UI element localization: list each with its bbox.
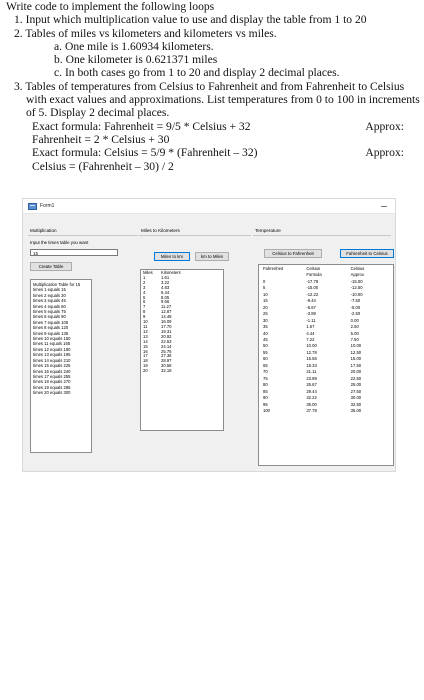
list-item: times 14 equals 210 — [33, 357, 71, 363]
celsius-formula-value: 7.22 — [306, 336, 315, 342]
temperature-group-label: Temperature — [255, 228, 281, 233]
list-item: Multiplication Table for 15 — [33, 282, 81, 287]
multiplication-group-border — [28, 235, 138, 236]
fahrenheit-value: 60 — [263, 356, 268, 362]
fahrenheit-exact-formula: Exact formula: Fahrenheit = 9/5 * Celsius + 32 — [32, 119, 251, 133]
miles-value: 4 — [143, 289, 146, 295]
miles-value: 13 — [143, 333, 148, 339]
fahrenheit-value: 95 — [263, 401, 268, 407]
celsius-approx-value: -7.50 — [350, 298, 361, 304]
celsius-formula-value: -1.11 — [306, 317, 316, 323]
multiplication-prompt: Input the times table you want — [30, 240, 89, 245]
formula-row-1 — [6, 120, 420, 133]
km-value: 16.09 — [161, 319, 172, 325]
celsius-formula-value: -17.78 — [306, 278, 319, 284]
miles-value: 16 — [143, 348, 148, 354]
fahrenheit-value: 65 — [263, 362, 268, 368]
assignment-title: Write code to implement the following loops — [6, 0, 215, 13]
miles-value: 7 — [143, 304, 146, 310]
celsius-approx-column — [349, 266, 393, 414]
celsius-formula-value: 37.78 — [306, 407, 317, 413]
km-value: 20.92 — [161, 333, 172, 339]
fahrenheit-value: 90 — [263, 395, 268, 401]
create-table-button[interactable]: Create Table — [30, 262, 72, 271]
miles-column — [141, 271, 161, 374]
fahrenheit-value: 100 — [263, 407, 270, 413]
form-icon — [28, 203, 37, 210]
list-item: times 13 equals 195 — [33, 352, 71, 358]
assignment-item-3: 3. Tables of temperatures from Celsius to Fahrenheit and from Fahrenheit to Celsius with exact values and approximations. List temperatures from 0 to 100 in increments of 5. Display 2 decimal places. — [14, 79, 420, 120]
km-value: 11.27 — [161, 304, 172, 310]
list-item: times 18 equals 270 — [33, 379, 71, 385]
assignment-item-2b: b. One kilometer is 0.621371 miles — [54, 53, 218, 67]
miles-value: 9 — [143, 314, 146, 320]
multiplication-group-label: Multiplication — [30, 228, 57, 233]
list-item: times 9 equals 135 — [33, 330, 69, 336]
list-item: times 7 equals 105 — [33, 319, 69, 325]
celsius-formula-value: 1.67 — [306, 324, 315, 330]
km-value: 1.61 — [161, 274, 170, 280]
km-value: 22.53 — [161, 338, 172, 344]
list-item: times 4 equals 60 — [33, 303, 66, 309]
celsius-approx-value: 5.00 — [350, 330, 359, 336]
list-item: times 15 equals 225 — [33, 363, 71, 369]
list-item: times 10 equals 150 — [33, 336, 71, 342]
celsius-formula-column — [306, 266, 348, 414]
fahrenheit-value: 30 — [263, 317, 268, 323]
fahrenheit-value: 45 — [263, 336, 268, 342]
miles-value: 6 — [143, 299, 146, 305]
miles-value: 18 — [143, 358, 148, 364]
km-value: 25.75 — [161, 348, 172, 354]
list-item: times 16 equals 240 — [33, 368, 71, 374]
assignment-item-2: 2. Tables of miles vs kilometers and kilometers vs miles. — [14, 26, 277, 40]
assignment-item-2c: c. In both cases go from 1 to 20 and display 2 decimal places. — [54, 66, 340, 80]
miles-value: 2 — [143, 279, 146, 285]
celsius-formula-value: -6.67 — [306, 304, 316, 310]
fahrenheit-value: 10 — [263, 291, 268, 297]
miles-value: 1 — [143, 274, 146, 280]
km-header: Kilometers — [161, 270, 181, 275]
assignment-text — [6, 0, 420, 173]
assignment-item-2a: a. One mile is 1.60934 kilometers. — [54, 39, 214, 53]
list-item: times 3 equals 45 — [33, 298, 66, 304]
distance-listbox[interactable] — [140, 269, 224, 431]
fahrenheit-value: 70 — [263, 369, 268, 375]
fahrenheit-value: 55 — [263, 349, 268, 355]
celsius-formula-value: -9.44 — [306, 298, 316, 304]
km-value: 4.83 — [161, 284, 170, 290]
miles-value: 15 — [143, 343, 148, 349]
approx-label-1: Approx: — [365, 119, 404, 133]
approx-label-2: Approx: — [365, 146, 404, 160]
fahrenheit-value: 20 — [263, 304, 268, 310]
multiplication-listbox[interactable] — [30, 279, 92, 453]
list-item: times 11 equals 165 — [33, 341, 71, 347]
celsius-formula-value: 18.33 — [306, 362, 317, 368]
fahrenheit-value: 15 — [263, 298, 268, 304]
celsius-formula-value: -15.00 — [306, 285, 319, 291]
list-item: times 19 equals 285 — [33, 384, 71, 390]
fahrenheit-value: 0 — [263, 278, 266, 284]
celsius-exact-formula: Exact formula: Celsius = 5/9 * (Fahrenheit – 32) — [32, 146, 258, 160]
celsius-approx-value: -2.50 — [350, 311, 361, 317]
celsius-formula-value: 32.22 — [306, 395, 317, 401]
celsius-formula-value: 10.00 — [306, 343, 317, 349]
celsius-approx-value: 35.00 — [350, 407, 362, 413]
km-value: 14.48 — [161, 314, 172, 320]
celsius-approx-header: Celsius — [350, 266, 365, 271]
list-item: times 20 equals 300 — [33, 390, 71, 396]
miles-value: 11 — [143, 323, 148, 329]
km-value: 8.05 — [161, 294, 170, 300]
celsius-approx-value: -12.50 — [350, 285, 363, 291]
miles-value: 5 — [143, 294, 146, 300]
fahrenheit-approx-formula: Fahrenheit = 2 * Celsius + 30 — [32, 132, 170, 146]
miles-value: 12 — [143, 328, 148, 334]
fahrenheit-header: Fahrenheit — [263, 266, 284, 271]
miles-value: 17 — [143, 353, 148, 359]
km-value: 19.31 — [161, 328, 172, 334]
celsius-approx-value: 22.50 — [350, 375, 362, 381]
list-item: times 8 equals 120 — [33, 325, 69, 331]
miles-value: 3 — [143, 284, 146, 290]
celsius-formula-header: Celsius — [306, 266, 321, 271]
miles-value: 19 — [143, 363, 148, 369]
km-column — [161, 271, 201, 374]
miles-header: Miles — [143, 270, 153, 275]
miles-value: 8 — [143, 309, 146, 315]
celsius-formula-value: 26.67 — [306, 382, 317, 388]
celsius-approx-value: 7.50 — [350, 336, 359, 342]
minimize-icon[interactable] — [381, 206, 387, 207]
km-value: 27.36 — [161, 353, 172, 359]
assignment-item-1: 1. Input which multiplication value to use and display the table from 1 to 20 — [14, 13, 367, 27]
celsius-to-fahrenheit-button[interactable]: Celsius to Fahrenheit — [264, 249, 322, 258]
celsius-formula-value: 15.56 — [306, 356, 317, 362]
celsius-approx-value: -15.00 — [350, 278, 363, 284]
celsius-approx-value: 12.50 — [350, 349, 362, 355]
celsius-approx-value: 10.00 — [350, 343, 362, 349]
fahrenheit-value: 80 — [263, 382, 268, 388]
fahrenheit-value: 85 — [263, 388, 268, 394]
distance-group-label: Miles to Kilometers — [141, 228, 180, 233]
celsius-approx-value: 27.50 — [350, 388, 362, 394]
celsius-formula-value: 21.11 — [306, 369, 317, 375]
miles-value: 20 — [143, 368, 148, 374]
celsius-formula-value: 12.78 — [306, 349, 317, 355]
fahrenheit-value: 35 — [263, 324, 268, 330]
celsius-formula-value: 35.00 — [306, 401, 317, 407]
celsius-formula-subheader: Formula — [306, 272, 322, 278]
list-item: times 12 equals 180 — [33, 346, 71, 352]
list-item: times 5 equals 75 — [33, 309, 66, 315]
celsius-approx-formula: Celsius = (Fahrenheit – 30) / 2 — [32, 159, 174, 173]
celsius-approx-value: 30.00 — [350, 395, 362, 401]
fahrenheit-value: 40 — [263, 330, 268, 336]
fahrenheit-value: 25 — [263, 311, 268, 317]
formula-row-2 — [6, 146, 420, 159]
temperature-group-border — [253, 235, 391, 236]
fahrenheit-value: 50 — [263, 343, 268, 349]
temperature-listbox[interactable] — [258, 264, 394, 466]
km-value: 6.44 — [161, 289, 170, 295]
form-window — [22, 198, 396, 472]
celsius-formula-value: -3.89 — [306, 311, 316, 317]
celsius-approx-value: 25.00 — [350, 382, 362, 388]
km-value: 30.58 — [161, 363, 172, 369]
km-value: 17.70 — [161, 323, 172, 329]
celsius-approx-value: -10.00 — [350, 291, 363, 297]
celsius-approx-value: 15.00 — [350, 356, 362, 362]
km-value: 9.66 — [161, 299, 170, 305]
celsius-approx-subheader: Approx — [350, 272, 364, 278]
km-value: 28.97 — [161, 358, 172, 364]
celsius-approx-value: -5.00 — [350, 304, 361, 310]
window-titlebar[interactable] — [23, 199, 395, 214]
celsius-formula-value: 29.44 — [306, 388, 317, 394]
miles-value: 10 — [143, 319, 148, 325]
list-item: times 2 equals 30 — [33, 292, 66, 298]
distance-group-border — [139, 235, 251, 236]
km-value: 12.87 — [161, 309, 172, 315]
fahrenheit-value: 75 — [263, 375, 268, 381]
celsius-approx-value: 20.00 — [350, 369, 362, 375]
multiplier-input[interactable]: 15 — [30, 249, 118, 256]
km-value: 32.19 — [161, 368, 172, 374]
celsius-approx-value: 32.50 — [350, 401, 362, 407]
list-item: times 17 equals 255 — [33, 373, 71, 379]
miles-value: 14 — [143, 338, 148, 344]
celsius-approx-value: 2.50 — [350, 324, 359, 330]
celsius-formula-value: 4.44 — [306, 330, 315, 336]
km-value: 3.22 — [161, 279, 170, 285]
fahrenheit-to-celsius-button[interactable]: Fahrenheit to Celsius — [340, 249, 394, 258]
fahrenheit-value: 5 — [263, 285, 266, 291]
miles-to-km-button[interactable]: Miles to km — [154, 252, 190, 261]
celsius-formula-value: 23.89 — [306, 375, 317, 381]
km-to-miles-button[interactable]: km to Miles — [195, 252, 229, 261]
celsius-formula-value: -12.22 — [306, 291, 319, 297]
window-title: Form1 — [40, 203, 55, 209]
fahrenheit-column — [259, 266, 306, 414]
celsius-approx-value: 0.00 — [350, 317, 359, 323]
list-item: times 6 equals 90 — [33, 314, 66, 320]
list-item: times 1 equals 15 — [33, 287, 66, 293]
celsius-approx-value: 17.50 — [350, 362, 362, 368]
km-value: 24.14 — [161, 343, 172, 349]
